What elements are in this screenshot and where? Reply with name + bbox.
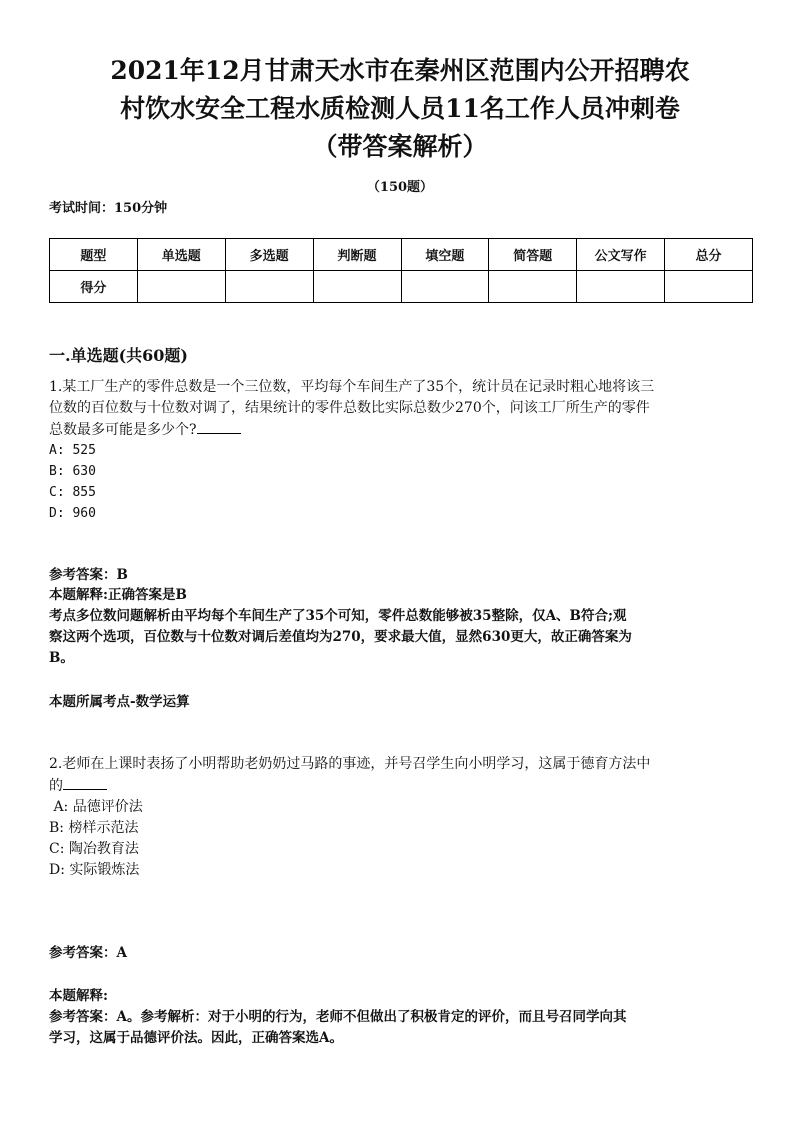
- question-1-options: [49, 440, 754, 524]
- score-table: [49, 238, 753, 303]
- answer-blank: [63, 775, 107, 790]
- score-table-header-row: [50, 239, 753, 271]
- question-2-stem: [49, 754, 754, 797]
- score-header-cell: 填空题: [401, 239, 489, 271]
- answer-blank: [197, 419, 241, 434]
- section-title: 一.单选题(共60题): [49, 346, 188, 365]
- score-cell: [577, 271, 665, 303]
- score-header-cell: 题型: [50, 239, 138, 271]
- option-a: A: 品德评价法: [49, 799, 143, 815]
- stem-line: 1.某工厂生产的零件总数是一个三位数，平均每个车间生产了35个，统计员在记录时粗心地将该三: [49, 379, 655, 395]
- analysis-line: 察这两个选项，百位数与十位数对调后差值均为270，要求最大值，显然630更大，故正确答案为: [49, 629, 632, 645]
- question-2-answer: 参考答案：A: [49, 945, 127, 961]
- score-row-label: 得分: [50, 271, 138, 303]
- stem-line: 2.老师在上课时表扬了小明帮助老奶奶过马路的事迹，并号召学生向小明学习，这属于德育方法中: [49, 756, 651, 772]
- question-2-analysis: [49, 1007, 754, 1049]
- title-line-1: 2021年12月甘肃天水市在秦州区范围内公开招聘农: [110, 56, 690, 85]
- option-c: C: 陶冶教育法: [49, 841, 139, 857]
- title-line-3: （带答案解析）: [312, 132, 488, 161]
- exam-time: 考试时间：150分钟: [49, 201, 168, 216]
- score-cell: [401, 271, 489, 303]
- score-table-score-row: [50, 271, 753, 303]
- score-header-cell: 公文写作: [577, 239, 665, 271]
- score-cell: [313, 271, 401, 303]
- option-b: B: 榜样示范法: [49, 820, 139, 836]
- stem-line: 位数的百位数与十位数对调了，结果统计的零件总数比实际总数少270个，问该工厂所生产的零件: [49, 400, 650, 416]
- option-b: B: 630: [49, 464, 96, 479]
- score-cell: [137, 271, 225, 303]
- score-cell: [225, 271, 313, 303]
- analysis-line: 考点多位数问题解析由平均每个车间生产了35个可知，零件总数能够被35整除，仅A、B符合;观: [49, 608, 627, 624]
- title-line-2: 村饮水安全工程水质检测人员11名工作人员冲刺卷: [120, 94, 680, 123]
- question-2-analysis-label: 本题解释:: [49, 988, 108, 1004]
- score-header-cell: 简答题: [489, 239, 577, 271]
- stem-line-last: 的: [49, 775, 754, 797]
- question-count: （150题）: [366, 180, 434, 195]
- score-header-cell: 判断题: [313, 239, 401, 271]
- option-d: D: 960: [49, 506, 96, 521]
- question-1-stem: [49, 377, 754, 441]
- score-header-cell: 总分: [665, 239, 753, 271]
- stem-line-last: 总数最多可能是多少个?: [49, 419, 754, 441]
- analysis-line: 学习，这属于品德评价法。因此，正确答案选A。: [49, 1030, 343, 1046]
- score-header-cell: 多选题: [225, 239, 313, 271]
- score-cell: [665, 271, 753, 303]
- option-d: D: 实际锻炼法: [49, 862, 140, 878]
- score-header-cell: 单选题: [137, 239, 225, 271]
- question-1-answer: 参考答案：B: [49, 567, 128, 583]
- question-1-analysis: [49, 585, 754, 669]
- analysis-line: 参考答案：A。参考解析：对于小明的行为，老师不但做出了积极肯定的评价，而且号召同学向其: [49, 1009, 627, 1025]
- analysis-line: B。: [49, 650, 74, 666]
- analysis-line: 本题解释:正确答案是B: [49, 587, 187, 603]
- option-a: A: 525: [49, 443, 96, 458]
- question-1-knowledge-point: 本题所属考点-数学运算: [49, 694, 190, 710]
- option-c: C: 855: [49, 485, 96, 500]
- document-title: [40, 52, 760, 166]
- question-2-options: [49, 797, 754, 881]
- score-cell: [489, 271, 577, 303]
